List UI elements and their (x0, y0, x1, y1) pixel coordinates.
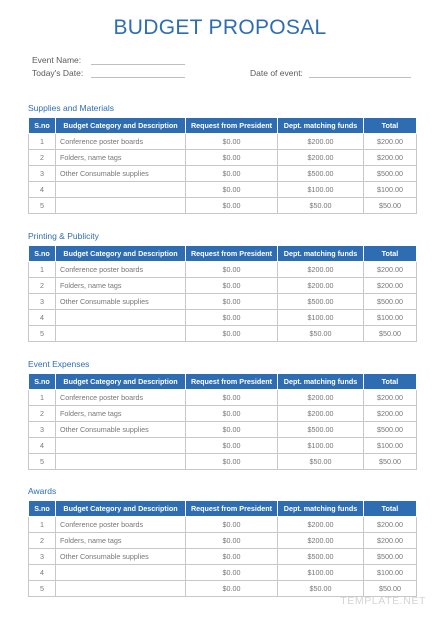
cell-desc[interactable] (56, 310, 186, 326)
cell-sno[interactable]: 5 (29, 198, 56, 214)
cell-dept[interactable]: $200.00 (278, 134, 364, 150)
cell-dept[interactable]: $100.00 (278, 310, 364, 326)
cell-request[interactable]: $0.00 (186, 182, 278, 198)
cell-total[interactable]: $100.00 (364, 182, 417, 198)
cell-sno[interactable]: 1 (29, 262, 56, 278)
cell-desc[interactable]: Folders, name tags (56, 278, 186, 294)
column-header: S.no (29, 246, 56, 262)
cell-desc[interactable]: Other Consumable supplies (56, 549, 186, 565)
cell-sno[interactable]: 1 (29, 390, 56, 406)
column-header: Dept. matching funds (278, 118, 364, 134)
event-name-label: Event Name: (32, 55, 82, 65)
cell-total[interactable]: $200.00 (364, 134, 417, 150)
cell-desc[interactable] (56, 198, 186, 214)
cell-desc[interactable]: Conference poster boards (56, 517, 186, 533)
cell-sno[interactable]: 2 (29, 533, 56, 549)
table-row (29, 390, 417, 406)
cell-request[interactable]: $0.00 (186, 565, 278, 581)
cell-dept[interactable]: $50.00 (278, 454, 364, 470)
cell-sno[interactable]: 4 (29, 438, 56, 454)
table-row (29, 150, 417, 166)
column-header: S.no (29, 374, 56, 390)
column-header: Dept. matching funds (278, 501, 364, 517)
table-row (29, 454, 417, 470)
cell-sno[interactable]: 4 (29, 565, 56, 581)
cell-desc[interactable] (56, 326, 186, 342)
column-header: Total (364, 246, 417, 262)
column-header: Request from President (186, 118, 278, 134)
cell-sno[interactable]: 2 (29, 150, 56, 166)
cell-sno[interactable]: 1 (29, 517, 56, 533)
cell-total[interactable]: $50.00 (364, 198, 417, 214)
cell-request[interactable]: $0.00 (186, 310, 278, 326)
table-row (29, 278, 417, 294)
table-row (29, 326, 417, 342)
cell-request[interactable]: $0.00 (186, 581, 278, 597)
cell-request[interactable]: $0.00 (186, 198, 278, 214)
cell-dept[interactable]: $100.00 (278, 182, 364, 198)
cell-total[interactable]: $500.00 (364, 294, 417, 310)
column-header: Request from President (186, 246, 278, 262)
cell-dept[interactable]: $200.00 (278, 406, 364, 422)
cell-request[interactable]: $0.00 (186, 517, 278, 533)
table-row (29, 166, 417, 182)
cell-request[interactable]: $0.00 (186, 278, 278, 294)
cell-total[interactable]: $100.00 (364, 310, 417, 326)
cell-desc[interactable] (56, 565, 186, 581)
cell-sno[interactable]: 3 (29, 294, 56, 310)
table-row (29, 533, 417, 549)
cell-dept[interactable]: $500.00 (278, 422, 364, 438)
cell-desc[interactable]: Other Consumable supplies (56, 166, 186, 182)
cell-total[interactable]: $50.00 (364, 454, 417, 470)
event-name-line[interactable] (91, 64, 185, 65)
table-row (29, 198, 417, 214)
table-row (29, 422, 417, 438)
cell-total[interactable]: $100.00 (364, 565, 417, 581)
cell-total[interactable]: $200.00 (364, 262, 417, 278)
cell-dept[interactable]: $500.00 (278, 166, 364, 182)
column-header: Total (364, 118, 417, 134)
table-row (29, 517, 417, 533)
table-row (29, 438, 417, 454)
date-of-event-label: Date of event: (250, 68, 303, 78)
section-title: Event Expenses (28, 359, 90, 369)
cell-total[interactable]: $200.00 (364, 517, 417, 533)
cell-request[interactable]: $0.00 (186, 150, 278, 166)
cell-total[interactable]: $200.00 (364, 278, 417, 294)
cell-dept[interactable]: $100.00 (278, 438, 364, 454)
section-title: Awards (28, 486, 57, 496)
column-header: Request from President (186, 501, 278, 517)
cell-sno[interactable]: 5 (29, 581, 56, 597)
cell-request[interactable]: $0.00 (186, 406, 278, 422)
cell-sno[interactable]: 1 (29, 134, 56, 150)
cell-desc[interactable] (56, 438, 186, 454)
cell-request[interactable]: $0.00 (186, 134, 278, 150)
cell-request[interactable]: $0.00 (186, 326, 278, 342)
table-header-row (29, 118, 417, 134)
cell-desc[interactable]: Other Consumable supplies (56, 422, 186, 438)
column-header: S.no (29, 501, 56, 517)
cell-sno[interactable]: 3 (29, 549, 56, 565)
cell-dept[interactable]: $200.00 (278, 390, 364, 406)
cell-dept[interactable]: $200.00 (278, 517, 364, 533)
table-row (29, 310, 417, 326)
budget-table (28, 373, 417, 470)
cell-request[interactable]: $0.00 (186, 438, 278, 454)
cell-total[interactable]: $200.00 (364, 150, 417, 166)
cell-sno[interactable]: 5 (29, 454, 56, 470)
cell-dept[interactable]: $50.00 (278, 581, 364, 597)
cell-dept[interactable]: $500.00 (278, 294, 364, 310)
cell-desc[interactable] (56, 454, 186, 470)
cell-desc[interactable]: Other Consumable supplies (56, 294, 186, 310)
cell-desc[interactable]: Conference poster boards (56, 262, 186, 278)
table-header-row (29, 246, 417, 262)
watermark-text: TEMPLATE.NET (340, 595, 426, 607)
cell-sno[interactable]: 3 (29, 166, 56, 182)
section-title: Printing & Publicity (28, 231, 99, 241)
cell-total[interactable]: $500.00 (364, 166, 417, 182)
budget-table (28, 245, 417, 342)
cell-dept[interactable]: $50.00 (278, 326, 364, 342)
table-row (29, 549, 417, 565)
cell-total[interactable]: $50.00 (364, 326, 417, 342)
cell-total[interactable]: $50.00 (364, 581, 417, 597)
cell-request[interactable]: $0.00 (186, 549, 278, 565)
column-header: S.no (29, 118, 56, 134)
cell-sno[interactable]: 5 (29, 326, 56, 342)
cell-desc[interactable]: Folders, name tags (56, 406, 186, 422)
cell-total[interactable]: $500.00 (364, 422, 417, 438)
cell-request[interactable]: $0.00 (186, 294, 278, 310)
column-header: Budget Category and Description (56, 118, 186, 134)
cell-sno[interactable]: 4 (29, 182, 56, 198)
cell-dept[interactable]: $100.00 (278, 565, 364, 581)
cell-desc[interactable] (56, 182, 186, 198)
table-header-row (29, 501, 417, 517)
cell-request[interactable]: $0.00 (186, 454, 278, 470)
cell-sno[interactable]: 3 (29, 422, 56, 438)
cell-total[interactable]: $200.00 (364, 390, 417, 406)
cell-desc[interactable] (56, 581, 186, 597)
cell-desc[interactable]: Conference poster boards (56, 134, 186, 150)
column-header: Total (364, 374, 417, 390)
column-header: Total (364, 501, 417, 517)
cell-total[interactable]: $100.00 (364, 438, 417, 454)
table-row (29, 565, 417, 581)
column-header: Dept. matching funds (278, 246, 364, 262)
cell-request[interactable]: $0.00 (186, 262, 278, 278)
column-header: Dept. matching funds (278, 374, 364, 390)
cell-desc[interactable]: Folders, name tags (56, 150, 186, 166)
cell-dept[interactable]: $500.00 (278, 549, 364, 565)
table-row (29, 406, 417, 422)
column-header: Request from President (186, 374, 278, 390)
cell-desc[interactable]: Conference poster boards (56, 390, 186, 406)
todays-date-label: Today's Date: (32, 68, 84, 78)
date-of-event-line[interactable] (309, 77, 411, 78)
cell-sno[interactable]: 4 (29, 310, 56, 326)
section-title: Supplies and Materials (28, 103, 114, 113)
cell-sno[interactable]: 2 (29, 278, 56, 294)
cell-total[interactable]: $200.00 (364, 406, 417, 422)
cell-request[interactable]: $0.00 (186, 533, 278, 549)
column-header: Budget Category and Description (56, 246, 186, 262)
cell-dept[interactable]: $200.00 (278, 278, 364, 294)
cell-request[interactable]: $0.00 (186, 166, 278, 182)
table-header-row (29, 374, 417, 390)
budget-table (28, 117, 417, 214)
cell-request[interactable]: $0.00 (186, 422, 278, 438)
budget-table (28, 500, 417, 597)
cell-dept[interactable]: $50.00 (278, 198, 364, 214)
cell-dept[interactable]: $200.00 (278, 533, 364, 549)
cell-total[interactable]: $200.00 (364, 533, 417, 549)
column-header: Budget Category and Description (56, 374, 186, 390)
cell-total[interactable]: $500.00 (364, 549, 417, 565)
table-row (29, 134, 417, 150)
column-header: Budget Category and Description (56, 501, 186, 517)
page-title: BUDGET PROPOSAL (113, 16, 327, 39)
cell-request[interactable]: $0.00 (186, 390, 278, 406)
table-row (29, 182, 417, 198)
table-row (29, 262, 417, 278)
cell-dept[interactable]: $200.00 (278, 262, 364, 278)
cell-desc[interactable]: Folders, name tags (56, 533, 186, 549)
cell-dept[interactable]: $200.00 (278, 150, 364, 166)
todays-date-line[interactable] (91, 77, 185, 78)
table-row (29, 294, 417, 310)
cell-sno[interactable]: 2 (29, 406, 56, 422)
